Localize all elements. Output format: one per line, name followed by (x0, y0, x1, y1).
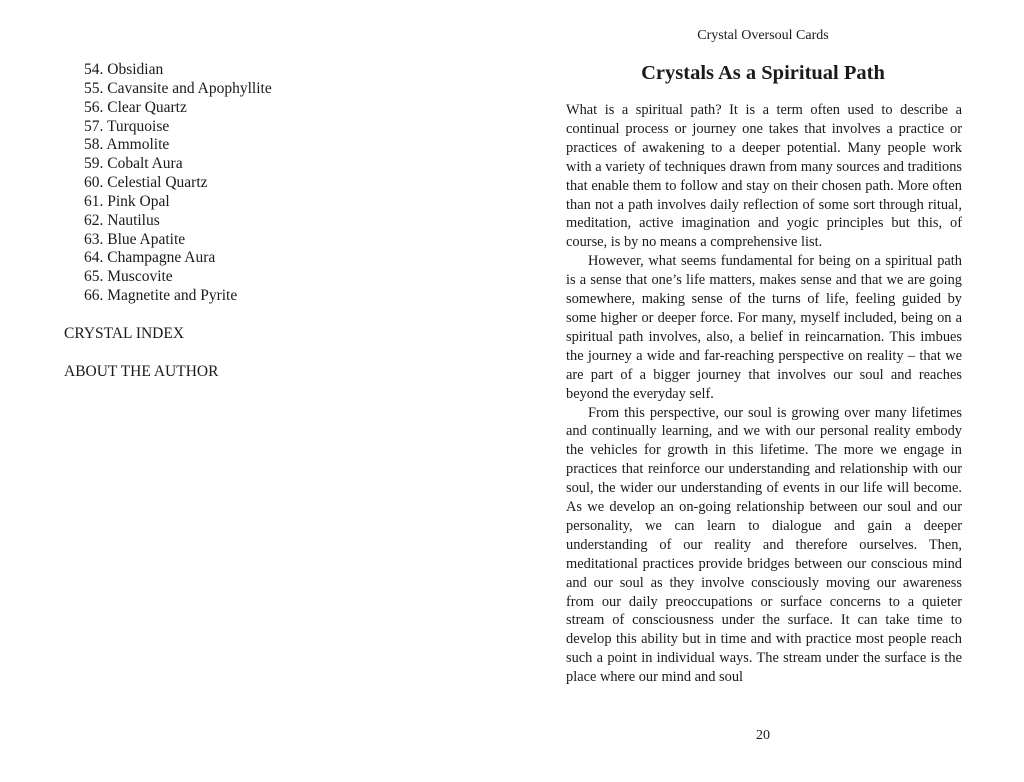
toc-entry[interactable]: 66. Magnetite and Pyrite (84, 287, 238, 305)
body-paragraph: From this perspective, our soul is growing over many lifetimes and continually learning, and we with our personal reality embody the vehicles for growth in this lifetime. The more we engage in practices that reinforce our understanding and relationship with our soul, the wider our understanding of events in our life will become. As we develop an on-going relationship between our soul and our personality, we can learn to dialogue and gain a deeper understanding of our reality and therefore ourselves. Then, meditational practices provide bridges between our conscious mind and our soul as they involve consciously moving our awareness from our daily preoccupations or surface concerns to a quieter stream of consciousness under the surface. It can take time to develop this ability but in time and with practice most people reach such a point in individual ways. The stream under the surface is the place where our mind and soul (566, 404, 962, 686)
toc-entry[interactable]: 65. Muscovite (84, 268, 173, 286)
toc-entry[interactable]: 64. Champagne Aura (84, 249, 216, 267)
page-number: 20 (756, 728, 770, 743)
running-head: Crystal Oversoul Cards (697, 28, 829, 43)
toc-entry[interactable]: 56. Clear Quartz (84, 98, 187, 116)
toc-entry[interactable]: 59. Cobalt Aura (84, 155, 183, 173)
toc-crystal-index[interactable]: CRYSTAL INDEX (64, 325, 185, 342)
toc-entry[interactable]: 61. Pink Opal (84, 192, 170, 210)
chapter-title: Crystals As a Spiritual Path (641, 62, 885, 84)
table-of-contents-list (84, 61, 272, 306)
toc-entry[interactable]: 54. Obsidian (84, 61, 164, 78)
toc-entry[interactable]: 60. Celestial Quartz (84, 174, 208, 192)
toc-about-the-author[interactable]: ABOUT THE AUTHOR (64, 363, 219, 380)
body-paragraph: What is a spiritual path? It is a term often used to describe a continual process or journey one takes that involves a practice or practices of awakening to a deeper potential. Many people work with a variety of techniques drawn from many sources and traditions that enable them to follow and stay on their chosen path. More often than not a path involves daily reflection of some sort through ritual, meditation, active imagination and yogic principles but this, of course, is by no means a comprehensive list. (566, 102, 962, 251)
toc-entry[interactable]: 57. Turquoise (84, 117, 170, 135)
body-text (566, 101, 962, 687)
toc-entry[interactable]: 63. Blue Apatite (84, 230, 186, 248)
right-page (512, 0, 1024, 782)
toc-entry[interactable]: 58. Ammolite (84, 136, 170, 154)
toc-entry[interactable]: 55. Cavansite and Apophyllite (84, 79, 272, 97)
toc-entry[interactable]: 62. Nautilus (84, 211, 160, 229)
body-paragraph: However, what seems fundamental for being on a spiritual path is a sense that one’s life matters, makes sense and that we are going somewhere, making sense of the turns of life, feeling guided by some higher or deeper force. For many, myself included, being on a spiritual path involves, also, a belief in reincarnation. This imbues the journey a wide and far-reaching perspective on reality – that we are part of a bigger journey that involves our soul and reaches beyond the everyday self. (566, 253, 962, 402)
